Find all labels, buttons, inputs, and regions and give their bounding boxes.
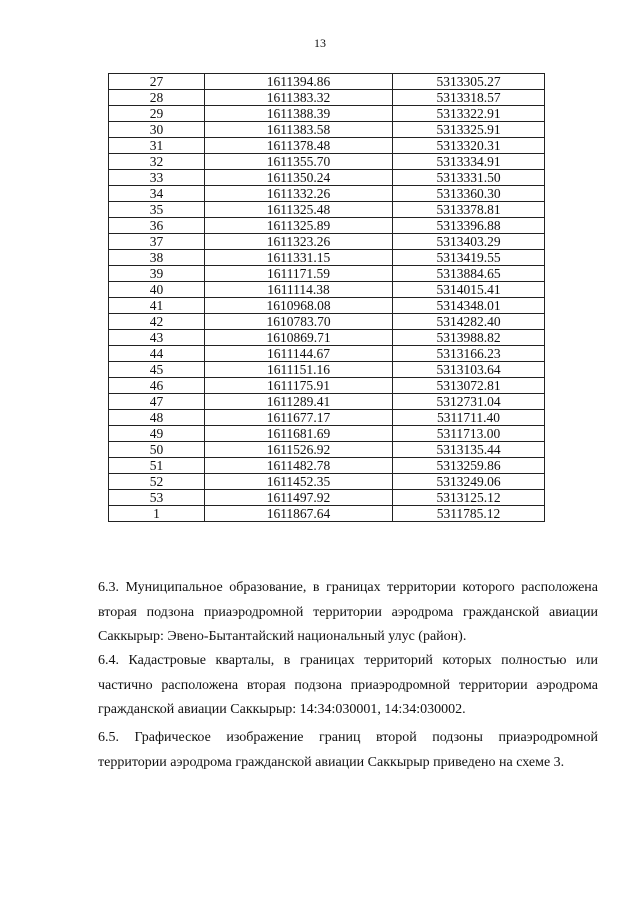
x-coordinate-cell: 1611452.35 <box>205 474 393 490</box>
table-row <box>109 490 545 506</box>
x-coordinate-cell: 1611378.48 <box>205 138 393 154</box>
paragraph-6-4 <box>68 649 598 723</box>
y-coordinate-cell: 5313988.82 <box>393 330 545 346</box>
x-coordinate-cell: 1611332.26 <box>205 186 393 202</box>
table-row <box>109 250 545 266</box>
table-row <box>109 202 545 218</box>
y-coordinate-cell: 5314282.40 <box>393 314 545 330</box>
y-coordinate-cell: 5311785.12 <box>393 506 545 522</box>
x-coordinate-cell: 1611388.39 <box>205 106 393 122</box>
table-row <box>109 442 545 458</box>
table-row <box>109 346 545 362</box>
x-coordinate-cell: 1611325.89 <box>205 218 393 234</box>
x-coordinate-cell: 1611383.58 <box>205 122 393 138</box>
x-coordinate-cell: 1611144.67 <box>205 346 393 362</box>
x-coordinate-cell: 1611681.69 <box>205 426 393 442</box>
paragraph-6-3 <box>68 576 598 650</box>
paragraph-6-5 <box>68 726 598 775</box>
table-row <box>109 154 545 170</box>
point-number-cell: 48 <box>109 410 205 426</box>
table-row <box>109 218 545 234</box>
x-coordinate-cell: 1611151.16 <box>205 362 393 378</box>
y-coordinate-cell: 5313320.31 <box>393 138 545 154</box>
y-coordinate-cell: 5313103.64 <box>393 362 545 378</box>
y-coordinate-cell: 5313378.81 <box>393 202 545 218</box>
point-number-cell: 37 <box>109 234 205 250</box>
x-coordinate-cell: 1611394.86 <box>205 74 393 90</box>
table-row <box>109 394 545 410</box>
point-number-cell: 29 <box>109 106 205 122</box>
point-number-cell: 44 <box>109 346 205 362</box>
x-coordinate-cell: 1611331.15 <box>205 250 393 266</box>
point-number-cell: 39 <box>109 266 205 282</box>
y-coordinate-cell: 5313166.23 <box>393 346 545 362</box>
x-coordinate-cell: 1611677.17 <box>205 410 393 426</box>
y-coordinate-cell: 5313325.91 <box>393 122 545 138</box>
coordinates-table <box>108 73 545 522</box>
point-number-cell: 53 <box>109 490 205 506</box>
point-number-cell: 30 <box>109 122 205 138</box>
point-number-cell: 34 <box>109 186 205 202</box>
y-coordinate-cell: 5313249.06 <box>393 474 545 490</box>
x-coordinate-cell: 1611526.92 <box>205 442 393 458</box>
table-row <box>109 426 545 442</box>
table-row <box>109 170 545 186</box>
point-number-cell: 33 <box>109 170 205 186</box>
point-number-cell: 50 <box>109 442 205 458</box>
y-coordinate-cell: 5312731.04 <box>393 394 545 410</box>
point-number-cell: 36 <box>109 218 205 234</box>
y-coordinate-cell: 5313403.29 <box>393 234 545 250</box>
table-row <box>109 90 545 106</box>
x-coordinate-cell: 1611497.92 <box>205 490 393 506</box>
point-number-cell: 47 <box>109 394 205 410</box>
paragraph-6-5-text: 6.5. Графическое изображение границ второй подзоны приаэродромной территории аэродрома гражданской авиации Саккырыр приведено на схеме 3. <box>98 730 598 770</box>
table-row <box>109 506 545 522</box>
table-row <box>109 138 545 154</box>
x-coordinate-cell: 1611114.38 <box>205 282 393 298</box>
y-coordinate-cell: 5314348.01 <box>393 298 545 314</box>
x-coordinate-cell: 1611289.41 <box>205 394 393 410</box>
x-coordinate-cell: 1611482.78 <box>205 458 393 474</box>
x-coordinate-cell: 1611350.24 <box>205 170 393 186</box>
point-number-cell: 38 <box>109 250 205 266</box>
point-number-cell: 35 <box>109 202 205 218</box>
point-number-cell: 41 <box>109 298 205 314</box>
table-row <box>109 74 545 90</box>
x-coordinate-cell: 1611867.64 <box>205 506 393 522</box>
x-coordinate-cell: 1611355.70 <box>205 154 393 170</box>
y-coordinate-cell: 5313135.44 <box>393 442 545 458</box>
point-number-cell: 43 <box>109 330 205 346</box>
table-row <box>109 474 545 490</box>
table-row <box>109 266 545 282</box>
point-number-cell: 46 <box>109 378 205 394</box>
point-number-cell: 32 <box>109 154 205 170</box>
point-number-cell: 52 <box>109 474 205 490</box>
y-coordinate-cell: 5313396.88 <box>393 218 545 234</box>
coordinates-table-body <box>109 74 545 522</box>
point-number-cell: 49 <box>109 426 205 442</box>
x-coordinate-cell: 1610783.70 <box>205 314 393 330</box>
y-coordinate-cell: 5313419.55 <box>393 250 545 266</box>
y-coordinate-cell: 5313322.91 <box>393 106 545 122</box>
point-number-cell: 31 <box>109 138 205 154</box>
table-row <box>109 458 545 474</box>
y-coordinate-cell: 5313259.86 <box>393 458 545 474</box>
x-coordinate-cell: 1611325.48 <box>205 202 393 218</box>
x-coordinate-cell: 1610869.71 <box>205 330 393 346</box>
table-row <box>109 298 545 314</box>
x-coordinate-cell: 1611323.26 <box>205 234 393 250</box>
point-number-cell: 1 <box>109 506 205 522</box>
paragraph-6-4-text: 6.4. Кадастровые кварталы, в границах территорий которых полностью или частично расположена вторая подзона приаэродромной территории аэродрома гражданской авиации Саккырыр: 14:34:030001, 14:34:030002. <box>98 653 598 717</box>
x-coordinate-cell: 1610968.08 <box>205 298 393 314</box>
table-row <box>109 410 545 426</box>
table-row <box>109 186 545 202</box>
y-coordinate-cell: 5311711.40 <box>393 410 545 426</box>
table-row <box>109 282 545 298</box>
page-number: 13 <box>314 36 326 50</box>
y-coordinate-cell: 5313305.27 <box>393 74 545 90</box>
x-coordinate-cell: 1611171.59 <box>205 266 393 282</box>
paragraph-6-3-text: 6.3. Муниципальное образование, в границах территории которого расположена вторая подзона приаэродромной территории аэродрома гражданской авиации Саккырыр: Эвено-Бытантайский национальный улус (район). <box>98 580 598 644</box>
point-number-cell: 42 <box>109 314 205 330</box>
y-coordinate-cell: 5313884.65 <box>393 266 545 282</box>
y-coordinate-cell: 5313331.50 <box>393 170 545 186</box>
table-row <box>109 314 545 330</box>
point-number-cell: 27 <box>109 74 205 90</box>
table-row <box>109 106 545 122</box>
point-number-cell: 51 <box>109 458 205 474</box>
x-coordinate-cell: 1611175.91 <box>205 378 393 394</box>
point-number-cell: 28 <box>109 90 205 106</box>
point-number-cell: 45 <box>109 362 205 378</box>
x-coordinate-cell: 1611383.32 <box>205 90 393 106</box>
y-coordinate-cell: 5313334.91 <box>393 154 545 170</box>
y-coordinate-cell: 5313125.12 <box>393 490 545 506</box>
y-coordinate-cell: 5313360.30 <box>393 186 545 202</box>
y-coordinate-cell: 5311713.00 <box>393 426 545 442</box>
table-row <box>109 330 545 346</box>
table-row <box>109 378 545 394</box>
table-row <box>109 234 545 250</box>
table-row <box>109 122 545 138</box>
table-row <box>109 362 545 378</box>
y-coordinate-cell: 5313072.81 <box>393 378 545 394</box>
point-number-cell: 40 <box>109 282 205 298</box>
y-coordinate-cell: 5313318.57 <box>393 90 545 106</box>
y-coordinate-cell: 5314015.41 <box>393 282 545 298</box>
